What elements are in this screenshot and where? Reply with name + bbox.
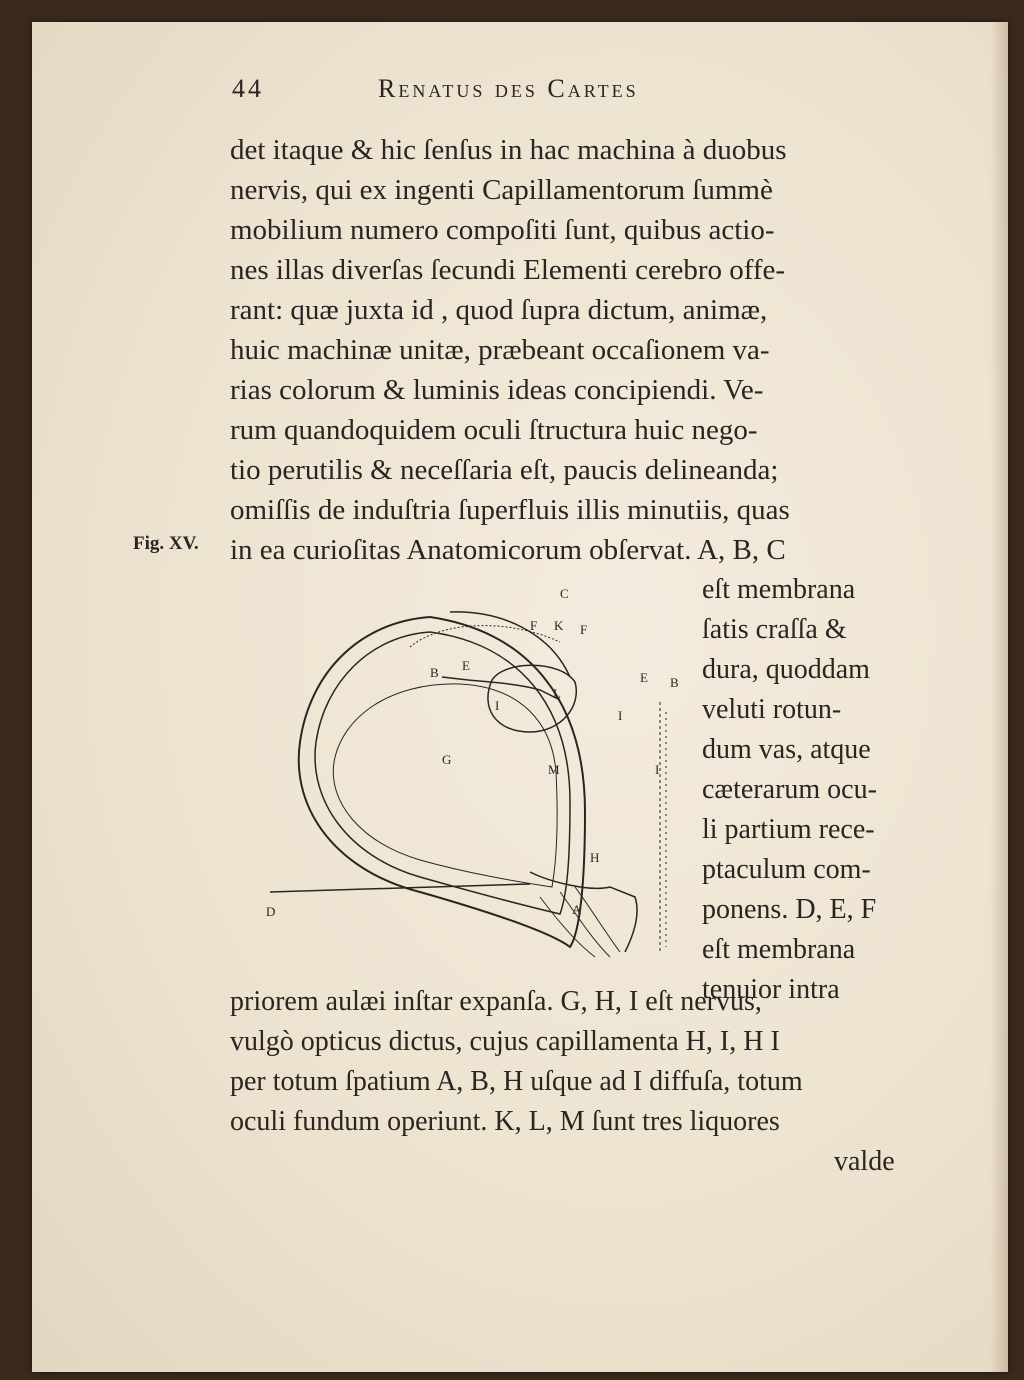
text-line: dura, quoddam	[702, 654, 870, 685]
text-line: rias colorum & luminis ideas concipiendi. Ve-	[230, 374, 764, 406]
fig-label-m: M	[548, 762, 560, 777]
figure-margin-note: Fig. XV.	[133, 533, 199, 554]
text-line: omiſſis de induſtria ſuperfluis illis minutiis, quas	[230, 494, 790, 526]
fig-label-i2: I	[618, 708, 623, 723]
text-line: det itaque & hic ſenſus in hac machina à duobus	[230, 134, 787, 166]
text-line: ptaculum com-	[702, 854, 871, 885]
page-edge-shadow	[990, 22, 1008, 1372]
text-line: mobilium numero compoſiti ſunt, quibus actio-	[230, 214, 775, 246]
text-line: rant: quæ juxta id , quod ſupra dictum, animæ,	[230, 294, 768, 326]
eye-anatomy-figure	[230, 552, 679, 972]
text-line: li partium rece-	[702, 814, 875, 845]
text-line: per totum ſpatium A, B, H uſque ad I diffuſa, totum	[230, 1066, 803, 1097]
fig-label-i: I	[495, 698, 500, 713]
fig-label-i3: I	[655, 762, 660, 777]
fig-label-b: B	[430, 665, 439, 680]
fig-label-f: F	[530, 618, 538, 633]
text-line: dum vas, atque	[702, 734, 871, 765]
fig-label-h: H	[590, 850, 600, 865]
text-line: oculi fundum operiunt. K, L, M ſunt tres liquores	[230, 1106, 780, 1137]
fig-label-l: L	[553, 686, 561, 701]
eye-diagram	[230, 552, 679, 972]
text-line: vulgò opticus dictus, cujus capillamenta H, I, H I	[230, 1026, 780, 1057]
text-line: in ea curioſitas Anatomicorum obſervat. A, B, C	[230, 534, 786, 566]
running-title: Renatus des Cartes	[378, 74, 639, 103]
catchword: valde	[834, 1146, 895, 1177]
text-line: eſt membrana	[702, 934, 856, 965]
page-number: 44	[232, 74, 264, 103]
text-line: tenuior intra	[702, 974, 840, 1005]
text-line: nervis, qui ex ingenti Capillamentorum ſummè	[230, 174, 773, 206]
text-line: nes illas diverſas ſecundi Elementi cerebro offe-	[230, 254, 786, 286]
text-line: huic machinæ unitæ, præbeant occaſionem va-	[230, 334, 770, 366]
fig-label-k: K	[554, 618, 564, 633]
fig-label-a: A	[572, 902, 582, 917]
text-line: ponens. D, E, F	[702, 894, 877, 925]
fig-label-b2: B	[670, 675, 679, 690]
text-line: cæterarum ocu-	[702, 774, 877, 805]
fig-label-f2: F	[580, 622, 588, 637]
text-line: tio perutilis & neceſſaria eſt, paucis delineanda;	[230, 454, 779, 486]
fig-label-e2: E	[640, 670, 648, 685]
fig-label-g: G	[442, 752, 452, 767]
text-line: ſatis craſſa &	[702, 614, 847, 645]
text-line: priorem aulæi inſtar expanſa. G, H, I eſt nervus,	[230, 986, 762, 1017]
text-line: eſt membrana	[702, 574, 856, 605]
text-line: veluti rotun-	[702, 694, 842, 725]
fig-label-d: D	[266, 904, 276, 919]
text-line: rum quandoquidem oculi ſtructura huic nego-	[230, 414, 758, 446]
fig-label-e: E	[462, 658, 470, 673]
fig-label-c: C	[560, 586, 569, 601]
